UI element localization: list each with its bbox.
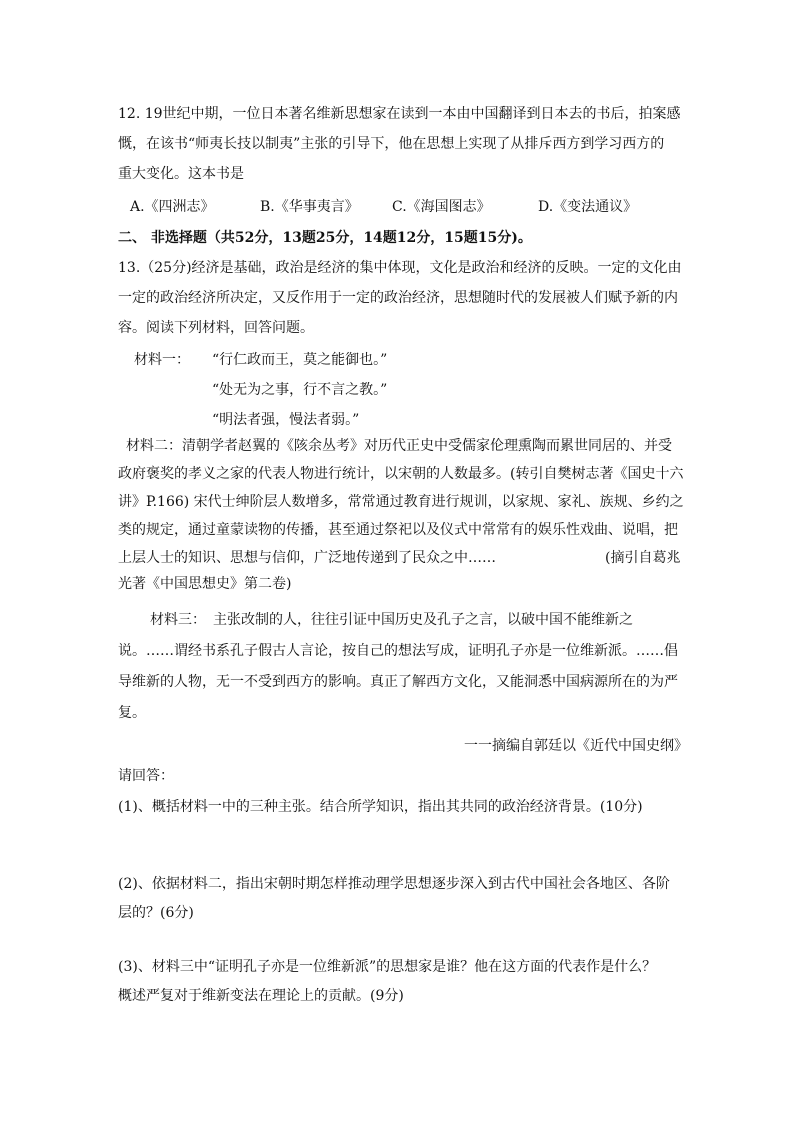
section-2-title: 二、 非选择题（共52分，13题25分，14题12分，15题15分)。 [118, 230, 532, 246]
material-1-quote-3: “明法者强，慢法者弱。” [212, 412, 360, 428]
material-2-line-1: 材料二：清朝学者赵翼的《陔余丛考》对历代正史中受儒家伦理熏陶而累世同居的、并受 [126, 438, 672, 454]
q13-intro-line-1: 13.（25分)经济是基础，政治是经济的集中体现，文化是政治和经济的反映。一定的文化由 [118, 260, 682, 276]
material-3-line-1: 材料三： 主张改制的人，往往引证中国历史及孔子之言，以破中国不能维新之 [150, 612, 633, 628]
material-2-line-3: 讲》P.166) 宋代士绅阶层人数增多，常常通过教育进行规训，以家规、家礼、族规、乡约之 [118, 494, 684, 510]
q12-option-c: C.《海国图志》 [392, 199, 491, 215]
sub-question-1: (1)、概括材料一中的三种主张。结合所学知识，指出其共同的政治经济背景。(10分) [118, 799, 643, 815]
material-2-source-2: 光著《中国思想史》第二卷) [118, 576, 292, 592]
material-2-line-4: 类的规定，通过童蒙读物的传播，甚至通过祭祀以及仪式中常常有的娱乐性戏曲、说唱，把 [118, 522, 678, 538]
material-3-line-3: 导维新的人物，无一不受到西方的影响。真正了解西方文化，又能洞悉中国病源所在的为严 [118, 674, 678, 690]
q12-line-3: 重大变化。这本书是 [118, 166, 244, 182]
material-2-source-1: (摘引自葛兆 [605, 550, 681, 566]
material-2-line-2: 政府褒奖的孝义之家的代表人物进行统计，以宋朝的人数最多。(转引自樊树志著《国史十六 [118, 466, 684, 482]
material-1-label: 材料一： [134, 352, 190, 368]
q12-line-1: 12. 19世纪中期，一位日本著名维新思想家在读到一本由中国翻译到日本去的书后，拍案感 [118, 106, 681, 122]
q12-line-2: 慨，在该书“师夷长技以制夷”主张的引导下，他在思想上实现了从排斥西方到学习西方的 [118, 136, 665, 152]
sub-question-3-line-1: (3)、材料三中“证明孔子亦是一位维新派”的思想家是谁？他在这方面的代表作是什么？ [118, 959, 657, 975]
material-1-quote-2: “处无为之事，行不言之教。” [212, 382, 388, 398]
answer-prompt: 请回答： [118, 768, 174, 784]
material-1-quote-1: “行仁政而王，莫之能御也。” [212, 352, 388, 368]
material-3-line-4: 复。 [118, 705, 146, 721]
q12-option-a: A.《四洲志》 [130, 199, 215, 215]
material-3-line-2: 说。……谓经书系孔子假古人言论，按自己的想法写成，证明孔子亦是一位维新派。……倡 [118, 643, 678, 659]
material-3-source: 一一摘编自郭廷以《近代中国史纲》 [464, 738, 688, 754]
sub-question-2-line-2: 层的？(6分) [118, 905, 194, 921]
sub-question-2-line-1: (2)、依据材料二，指出宋朝时期怎样推动理学思想逐步深入到古代中国社会各地区、各阶 [118, 876, 670, 892]
q12-option-d: D.《变法通议》 [538, 199, 638, 215]
sub-question-3-line-2: 概述严复对于维新变法在理论上的贡献。(9分) [118, 988, 404, 1004]
q12-option-b: B.《华事夷言》 [260, 199, 359, 215]
material-2-line-5: 上层人士的知识、思想与信仰，广泛地传递到了民众之中…… [118, 550, 496, 566]
q13-intro-line-2: 一定的政治经济所决定，又反作用于一定的政治经济，思想随时代的发展被人们赋予新的内 [118, 290, 678, 306]
q13-intro-line-3: 容。阅读下列材料，回答问题。 [118, 320, 314, 336]
